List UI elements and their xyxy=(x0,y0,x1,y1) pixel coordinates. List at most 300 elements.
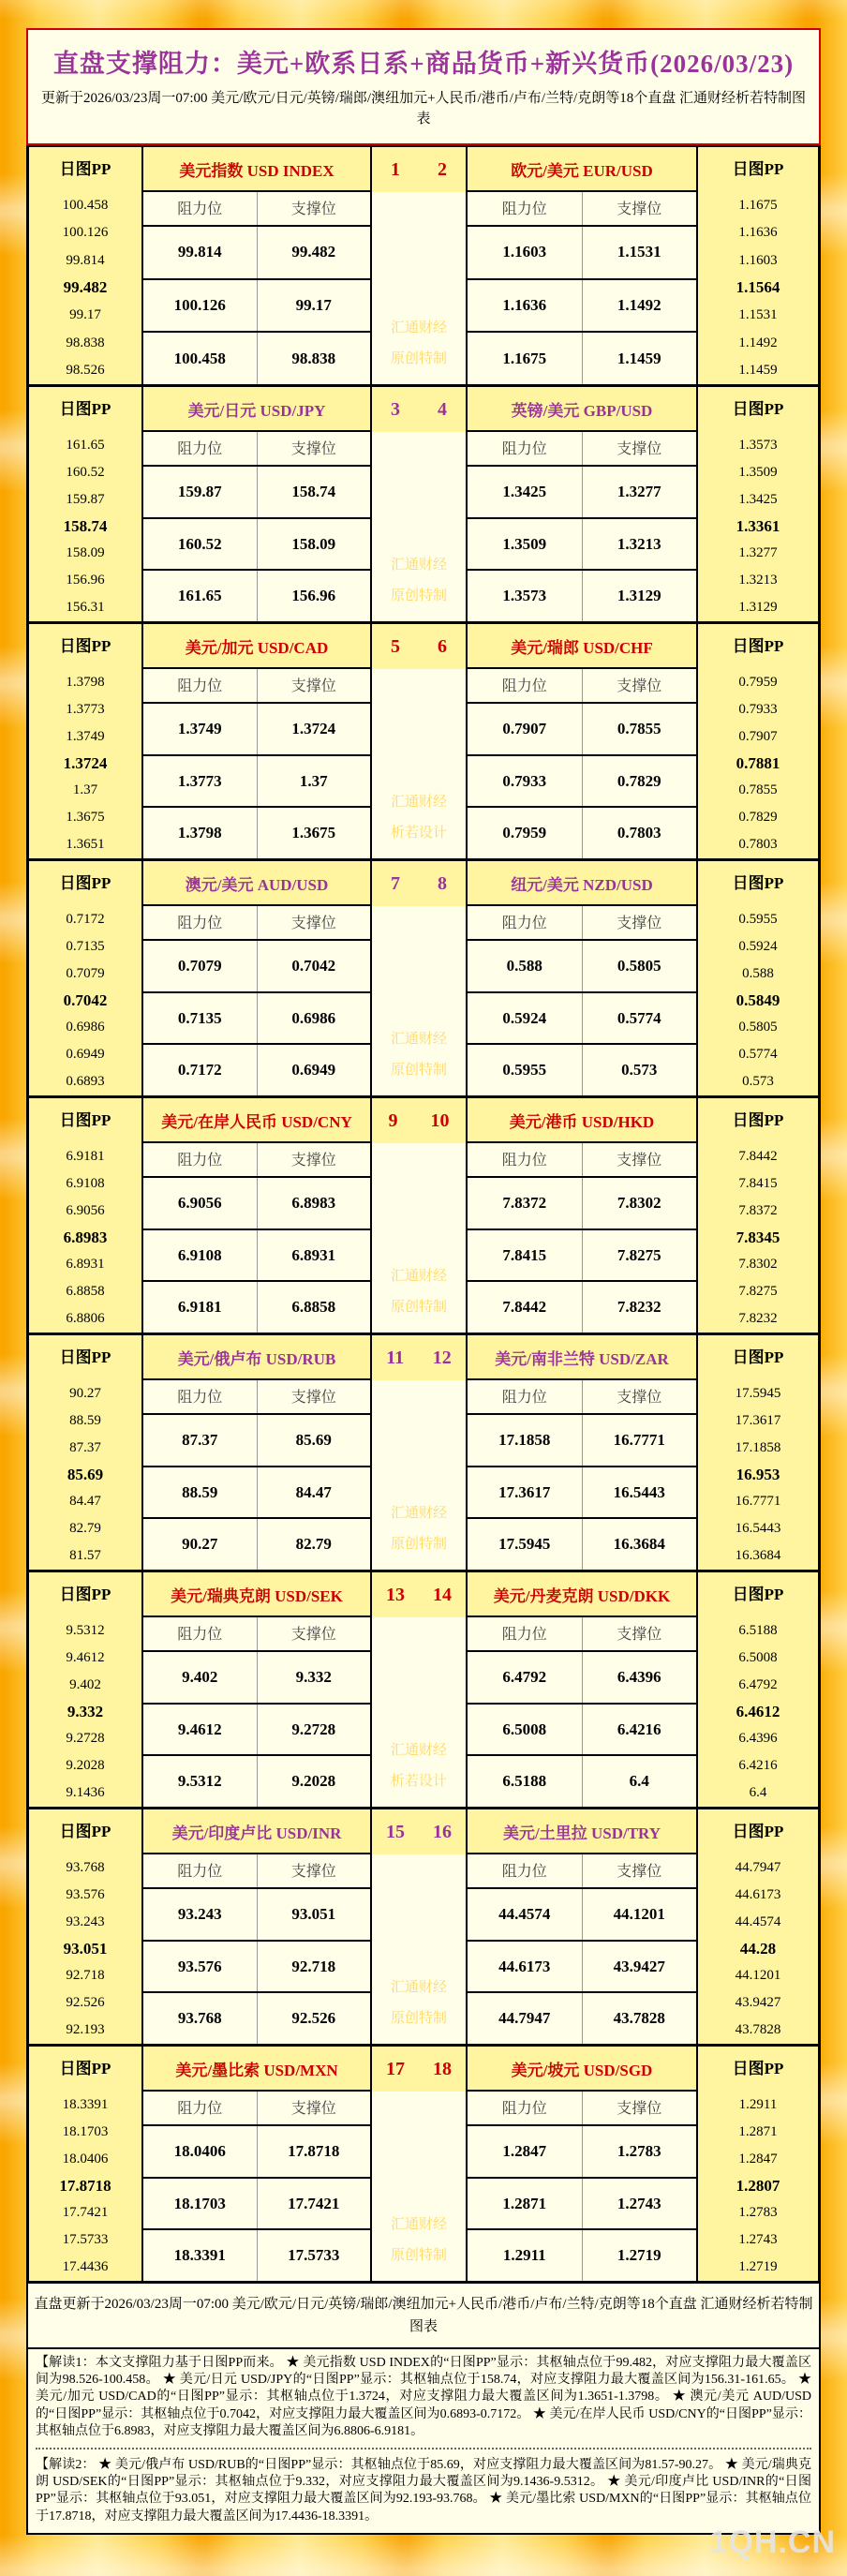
pp-value: 1.2719 xyxy=(738,2259,778,2275)
pp-value: 0.5805 xyxy=(738,1020,778,1035)
pp-value: 7.8232 xyxy=(738,1311,778,1327)
pp-value: 9.2028 xyxy=(66,1758,105,1774)
level-row xyxy=(143,1415,370,1467)
support-value: 1.2783 xyxy=(617,2141,661,2160)
pp-value: 99.814 xyxy=(66,252,105,268)
support-value: 0.7829 xyxy=(617,771,661,790)
pp-header-label: 日图PP xyxy=(59,1586,111,1603)
brand-watermark-line1: 汇通财经 xyxy=(390,1743,447,1758)
pp-value: 9.402 xyxy=(69,1676,101,1692)
support-value: 1.2743 xyxy=(617,2194,661,2212)
pair-index-numbers xyxy=(372,147,466,192)
pp-value: 93.768 xyxy=(66,1859,105,1875)
pair-index-numbers xyxy=(372,387,466,432)
pp-header-label: 日图PP xyxy=(732,1348,784,1366)
support-label: 支撑位 xyxy=(617,1153,662,1169)
support-value: 16.5443 xyxy=(613,1482,665,1501)
resistance-value: 18.0406 xyxy=(143,2126,258,2177)
pp-pivot-value: 16.953 xyxy=(736,1466,780,1483)
pp-value: 100.126 xyxy=(62,225,109,241)
level-row xyxy=(468,1178,696,1230)
pair-index-right: 12 xyxy=(432,1347,452,1368)
brand-watermark xyxy=(372,1973,466,2034)
brand-watermark xyxy=(372,1261,466,1323)
resistance-value: 1.1603 xyxy=(468,227,583,278)
resistance-value: 1.3798 xyxy=(143,808,258,858)
pp-value: 43.9427 xyxy=(735,1995,781,2011)
pp-value: 0.7135 xyxy=(66,938,105,954)
resistance-label: 阻力位 xyxy=(143,669,258,702)
support-value: 0.6986 xyxy=(291,1008,336,1027)
pair-title: 美元/南非兰特 USD/ZAR xyxy=(468,1335,696,1380)
pp-value: 18.0406 xyxy=(62,2151,109,2167)
pair-table-left xyxy=(143,1572,370,1807)
support-label: 支撑位 xyxy=(617,441,662,457)
level-row xyxy=(468,467,696,519)
pp-header-label: 日图PP xyxy=(59,400,111,418)
pp-value: 6.5008 xyxy=(738,1649,778,1665)
notes-section xyxy=(26,2349,821,2535)
pair-table-left xyxy=(143,2047,370,2281)
level-row xyxy=(143,1942,370,1994)
pair-table-right xyxy=(468,147,696,384)
resistance-label: 阻力位 xyxy=(143,906,258,939)
brand-watermark xyxy=(372,313,466,375)
pp-value: 0.7907 xyxy=(738,728,778,744)
pp-header-label: 日图PP xyxy=(59,1823,111,1840)
pair-index-left: 13 xyxy=(386,1584,405,1605)
pp-value: 1.3573 xyxy=(738,437,778,453)
pp-value: 1.1492 xyxy=(738,335,778,350)
level-row xyxy=(143,227,370,280)
support-value: 0.6949 xyxy=(291,1061,336,1080)
support-value: 6.4 xyxy=(629,1772,649,1791)
resistance-value: 9.5312 xyxy=(143,1756,258,1807)
resistance-support-header xyxy=(468,1380,696,1415)
level-row xyxy=(468,2126,696,2179)
resistance-value: 90.27 xyxy=(143,1519,258,1570)
support-value: 158.09 xyxy=(291,534,336,553)
support-value: 92.526 xyxy=(291,2009,336,2028)
pair-block xyxy=(29,621,818,858)
support-label: 支撑位 xyxy=(290,441,336,457)
resistance-value: 17.3617 xyxy=(468,1467,583,1518)
pp-header-label: 日图PP xyxy=(732,400,784,418)
pp-value: 90.27 xyxy=(69,1385,101,1401)
support-value: 17.5733 xyxy=(288,2246,340,2265)
level-row xyxy=(143,704,370,756)
resistance-support-header xyxy=(468,2092,696,2126)
pp-pivot-value: 93.051 xyxy=(63,1940,108,1958)
pp-value: 100.458 xyxy=(62,198,109,214)
level-row xyxy=(143,756,370,809)
brand-watermark-line1: 汇通财经 xyxy=(390,795,447,810)
pp-value: 156.31 xyxy=(66,600,105,616)
pp-value: 1.1603 xyxy=(738,252,778,268)
level-row xyxy=(468,1045,696,1095)
pair-table-left xyxy=(143,624,370,858)
pp-value: 0.7172 xyxy=(66,911,105,927)
resistance-support-header xyxy=(143,1380,370,1415)
pp-pivot-value: 7.8345 xyxy=(736,1228,780,1246)
support-label: 支撑位 xyxy=(290,916,336,931)
level-row xyxy=(468,1652,696,1705)
brand-watermark-line1: 汇通财经 xyxy=(390,1506,447,1521)
pair-index-right: 10 xyxy=(430,1109,450,1131)
support-value: 17.7421 xyxy=(288,2194,340,2212)
level-row xyxy=(468,1889,696,1942)
brand-watermark-line1: 汇通财经 xyxy=(390,2217,447,2232)
pair-index-right: 6 xyxy=(438,635,447,657)
pp-value: 1.2911 xyxy=(738,2096,778,2112)
brand-watermark-line2: 原创特制 xyxy=(390,2248,447,2263)
pp-value: 99.17 xyxy=(69,307,101,323)
pp-value: 0.7855 xyxy=(738,782,778,798)
resistance-value: 88.59 xyxy=(143,1467,258,1518)
support-value: 93.051 xyxy=(291,1904,336,1923)
pp-value: 44.4574 xyxy=(735,1913,781,1929)
pairs-table xyxy=(26,145,821,2284)
pp-value: 92.193 xyxy=(66,2022,105,2038)
pp-header-label: 日图PP xyxy=(59,160,111,178)
brand-watermark-line2: 析若设计 xyxy=(390,1774,447,1789)
pair-title: 美元/瑞郎 USD/CHF xyxy=(468,624,696,669)
pair-block xyxy=(29,1807,818,2044)
support-value: 99.482 xyxy=(291,243,336,261)
pair-title: 美元/瑞典克朗 USD/SEK xyxy=(143,1572,370,1617)
pair-title: 美元/印度卢比 USD/INR xyxy=(143,1809,370,1854)
pp-value: 9.5312 xyxy=(66,1622,105,1638)
resistance-value: 6.9056 xyxy=(143,1178,258,1228)
support-value: 44.1201 xyxy=(613,1904,665,1923)
brand-watermark-line1: 汇通财经 xyxy=(390,1980,447,1995)
pp-header-label: 日图PP xyxy=(732,2060,784,2077)
resistance-value: 17.5945 xyxy=(468,1519,583,1570)
pair-index-left: 5 xyxy=(391,635,400,657)
brand-watermark xyxy=(372,2210,466,2271)
resistance-value: 93.768 xyxy=(143,1993,258,2044)
pp-pivot-value: 17.8718 xyxy=(59,2177,111,2195)
pp-pivot-value: 0.5849 xyxy=(736,991,780,1009)
pp-value: 1.2783 xyxy=(738,2205,778,2221)
pair-index-left: 1 xyxy=(391,158,400,180)
pair-block xyxy=(29,858,818,1095)
resistance-label: 阻力位 xyxy=(143,192,258,225)
level-row xyxy=(468,1756,696,1807)
pp-value: 43.7828 xyxy=(735,2022,781,2038)
resistance-value: 161.65 xyxy=(143,571,258,621)
pp-pivot-value: 85.69 xyxy=(67,1466,104,1483)
level-row xyxy=(468,2230,696,2281)
resistance-value: 1.3425 xyxy=(468,467,583,517)
support-value: 82.79 xyxy=(295,1535,332,1554)
resistance-value: 160.52 xyxy=(143,519,258,570)
pair-block xyxy=(29,1570,818,1807)
pp-header-label: 日图PP xyxy=(732,160,784,178)
resistance-support-header xyxy=(468,1617,696,1652)
support-value: 1.2719 xyxy=(617,2246,661,2265)
pp-value: 1.3509 xyxy=(738,464,778,480)
support-label: 支撑位 xyxy=(617,201,662,217)
pp-column-right xyxy=(696,387,818,621)
header xyxy=(26,28,821,145)
resistance-support-header xyxy=(143,669,370,704)
pp-header-label: 日图PP xyxy=(59,874,111,892)
pair-index-right: 18 xyxy=(433,2058,452,2079)
resistance-value: 1.2871 xyxy=(468,2179,583,2229)
pp-value: 1.2847 xyxy=(738,2151,778,2167)
pp-value: 7.8275 xyxy=(738,1284,778,1300)
pair-table-left xyxy=(143,147,370,384)
pair-table-right xyxy=(468,1335,696,1570)
pp-value: 44.7947 xyxy=(735,1859,781,1875)
pp-column-left xyxy=(29,861,143,1095)
support-value: 0.5805 xyxy=(617,956,661,975)
pp-pivot-value: 6.8983 xyxy=(63,1228,108,1246)
resistance-value: 1.1675 xyxy=(468,333,583,384)
pp-value: 1.1636 xyxy=(738,225,778,241)
index-column xyxy=(370,2047,468,2281)
resistance-value: 7.8372 xyxy=(468,1178,583,1228)
level-row xyxy=(143,2126,370,2179)
pp-pivot-value: 6.4612 xyxy=(736,1703,780,1720)
support-value: 1.3724 xyxy=(291,719,336,737)
resistance-support-header xyxy=(468,192,696,227)
pair-index-numbers xyxy=(372,1809,466,1854)
resistance-label: 阻力位 xyxy=(468,1380,583,1413)
support-value: 17.8718 xyxy=(288,2141,340,2160)
support-value: 98.838 xyxy=(291,349,336,367)
pp-value: 1.3773 xyxy=(66,701,105,717)
pair-index-right: 16 xyxy=(433,1821,452,1842)
level-row xyxy=(143,1467,370,1520)
pp-column-right xyxy=(696,624,818,858)
level-row xyxy=(143,1178,370,1230)
support-label: 支撑位 xyxy=(290,1390,336,1406)
resistance-value: 18.1703 xyxy=(143,2179,258,2229)
support-value: 0.7803 xyxy=(617,824,661,842)
support-value: 0.7855 xyxy=(617,719,661,737)
pair-title: 英镑/美元 GBP/USD xyxy=(468,387,696,432)
resistance-value: 1.3773 xyxy=(143,756,258,807)
support-value: 92.718 xyxy=(291,1957,336,1975)
level-row xyxy=(468,1705,696,1757)
brand-watermark-line2: 原创特制 xyxy=(390,1537,447,1552)
pp-value: 0.7959 xyxy=(738,674,778,690)
resistance-value: 0.7907 xyxy=(468,704,583,754)
pair-index-numbers xyxy=(372,861,466,906)
pp-value: 1.3798 xyxy=(66,674,105,690)
brand-watermark-line1: 汇通财经 xyxy=(390,320,447,335)
pp-value: 18.1703 xyxy=(62,2123,109,2139)
pp-value: 98.838 xyxy=(66,335,105,350)
level-row xyxy=(143,519,370,572)
pp-value: 9.1436 xyxy=(66,1785,105,1801)
pp-value: 6.4 xyxy=(749,1785,767,1801)
pair-index-right: 14 xyxy=(433,1584,452,1605)
level-row xyxy=(143,280,370,334)
pp-column-left xyxy=(29,387,143,621)
support-label: 支撑位 xyxy=(617,1864,662,1880)
pair-index-right: 8 xyxy=(438,872,447,894)
pp-value: 1.2871 xyxy=(738,2123,778,2139)
pp-value: 18.3391 xyxy=(62,2096,109,2112)
pair-block xyxy=(29,1333,818,1570)
pp-value: 92.718 xyxy=(66,1968,105,1984)
pair-title: 欧元/美元 EUR/USD xyxy=(468,147,696,192)
support-value: 0.5774 xyxy=(617,1008,661,1027)
pair-table-right xyxy=(468,387,696,621)
support-value: 1.3277 xyxy=(617,482,661,500)
pair-index-numbers xyxy=(372,1335,466,1380)
level-row xyxy=(468,993,696,1046)
support-value: 16.7771 xyxy=(613,1430,665,1449)
resistance-value: 0.588 xyxy=(468,941,583,991)
level-row xyxy=(143,1282,370,1333)
pp-value: 158.09 xyxy=(66,545,105,561)
level-row xyxy=(468,1415,696,1467)
resistance-label: 阻力位 xyxy=(468,1143,583,1176)
support-value: 7.8275 xyxy=(617,1245,661,1264)
brand-watermark-line2: 原创特制 xyxy=(390,1063,447,1078)
support-value: 1.1459 xyxy=(617,349,661,367)
support-value: 6.8858 xyxy=(291,1298,336,1317)
pair-title: 美元/港币 USD/HKD xyxy=(468,1098,696,1143)
support-value: 84.47 xyxy=(295,1482,332,1501)
pp-column-left xyxy=(29,624,143,858)
resistance-label: 阻力位 xyxy=(143,1380,258,1413)
level-row xyxy=(468,941,696,993)
support-label: 支撑位 xyxy=(290,201,336,217)
level-row xyxy=(143,1993,370,2044)
level-row xyxy=(468,756,696,809)
resistance-support-header xyxy=(143,2092,370,2126)
pair-table-right xyxy=(468,2047,696,2281)
pp-value: 17.5733 xyxy=(62,2232,109,2248)
resistance-value: 93.243 xyxy=(143,1889,258,1940)
resistance-value: 1.1636 xyxy=(468,280,583,332)
support-label: 支撑位 xyxy=(290,2101,336,2117)
resistance-value: 44.4574 xyxy=(468,1889,583,1940)
brand-watermark xyxy=(372,787,466,849)
level-row xyxy=(143,1756,370,1807)
brand-watermark-line1: 汇通财经 xyxy=(390,558,447,573)
pair-title: 美元/丹麦克朗 USD/DKK xyxy=(468,1572,696,1617)
pair-table-right xyxy=(468,1098,696,1333)
pp-column-left xyxy=(29,1809,143,2044)
pair-index-numbers xyxy=(372,1098,466,1143)
resistance-label: 阻力位 xyxy=(468,432,583,465)
pp-column-left xyxy=(29,2047,143,2281)
pp-value: 6.9056 xyxy=(66,1202,105,1218)
pp-pivot-value: 1.3361 xyxy=(736,517,780,535)
pp-value: 6.5188 xyxy=(738,1622,778,1638)
support-value: 9.2028 xyxy=(291,1772,336,1791)
pair-index-left: 17 xyxy=(386,2058,405,2079)
pair-title: 美元/墨比索 USD/MXN xyxy=(143,2047,370,2092)
pp-value: 156.96 xyxy=(66,573,105,588)
pair-table-left xyxy=(143,1098,370,1333)
resistance-support-header xyxy=(468,1854,696,1889)
page-title: 直盘支撑阻力：美元+欧系日系+商品货币+新兴货币(2026/03/23) xyxy=(52,50,795,79)
pp-header-label: 日图PP xyxy=(732,1823,784,1840)
pp-value: 1.3675 xyxy=(66,810,105,826)
support-label: 支撑位 xyxy=(290,1627,336,1643)
level-row xyxy=(143,808,370,858)
pp-value: 6.4792 xyxy=(738,1676,778,1692)
resistance-label: 阻力位 xyxy=(143,1854,258,1887)
resistance-label: 阻力位 xyxy=(468,906,583,939)
pp-header-label: 日图PP xyxy=(59,1348,111,1366)
resistance-value: 6.5188 xyxy=(468,1756,583,1807)
pair-title: 美元/坡元 USD/SGD xyxy=(468,2047,696,2092)
pp-value: 93.243 xyxy=(66,1913,105,1929)
pp-column-right xyxy=(696,1809,818,2044)
pp-value: 44.1201 xyxy=(735,1968,781,1984)
pp-value: 160.52 xyxy=(66,464,105,480)
resistance-label: 阻力位 xyxy=(468,1617,583,1650)
pair-index-numbers xyxy=(372,2047,466,2092)
level-row xyxy=(468,1942,696,1994)
support-value: 6.4216 xyxy=(617,1720,661,1738)
pp-value: 0.6949 xyxy=(66,1047,105,1063)
brand-watermark xyxy=(372,550,466,612)
pair-index-right: 2 xyxy=(438,158,447,180)
index-column xyxy=(370,1572,468,1807)
brand-watermark-line2: 原创特制 xyxy=(390,1300,447,1315)
resistance-value: 0.7135 xyxy=(143,993,258,1044)
pair-table-left xyxy=(143,387,370,621)
pp-value: 0.7079 xyxy=(66,965,105,981)
pp-value: 0.5924 xyxy=(738,938,778,954)
index-column xyxy=(370,1809,468,2044)
support-value: 99.17 xyxy=(295,296,332,314)
level-row xyxy=(468,280,696,334)
content-panel xyxy=(26,28,821,2535)
resistance-label: 阻力位 xyxy=(468,1854,583,1887)
note-1: 【解读1：本文支撑阻力基于日图PP而来。 ★ 美元指数 USD INDEX的“日图PP”显示：其枢轴点位于99.482，对应支撑阻力最大覆盖区间为98.526-100.458。 ★ 美元/日元 USD/JPY的“日图PP”显示：其枢轴点位于158.74，对应支撑阻力最大覆盖区间为156.31-161.65。 ★ 美元/加元 USD/CAD的“日图PP”显示：其枢轴点位于1.3724，对应支撑阻力最大覆盖区间为1.3651-1.3798。 ★ 澳元/美元 AUD/USD的“日图PP”显示：其枢轴点位于0.7042，对应支撑阻力最大覆盖区间为0.6893-0.7172。 ★ 美元/在岸人民币 USD/CNY的“日图PP”显示：其枢轴点位于6.8983，对应支撑阻力最大覆盖区间为6.8806-6.9181。 xyxy=(36,2355,811,2449)
resistance-value: 1.3573 xyxy=(468,571,583,621)
support-value: 6.8931 xyxy=(291,1245,336,1264)
pair-title: 美元/俄卢布 USD/RUB xyxy=(143,1335,370,1380)
pair-table-right xyxy=(468,861,696,1095)
support-value: 156.96 xyxy=(291,587,336,605)
pp-value: 159.87 xyxy=(66,491,105,507)
resistance-support-header xyxy=(143,192,370,227)
pair-table-left xyxy=(143,861,370,1095)
pp-value: 6.8806 xyxy=(66,1311,105,1327)
level-row xyxy=(143,1230,370,1283)
support-value: 1.3675 xyxy=(291,824,336,842)
pp-value: 6.4216 xyxy=(738,1758,778,1774)
pp-header-label: 日图PP xyxy=(59,1111,111,1129)
resistance-value: 0.5955 xyxy=(468,1045,583,1095)
resistance-support-header xyxy=(468,669,696,704)
pair-title: 澳元/美元 AUD/USD xyxy=(143,861,370,906)
level-row xyxy=(143,2230,370,2281)
support-value: 1.1531 xyxy=(617,243,661,261)
level-row xyxy=(468,1519,696,1570)
brand-watermark-line2: 原创特制 xyxy=(390,2011,447,2026)
pp-value: 1.2743 xyxy=(738,2232,778,2248)
support-value: 0.573 xyxy=(621,1061,658,1080)
brand-watermark xyxy=(372,1024,466,1086)
pp-pivot-value: 1.2807 xyxy=(736,2177,780,2195)
resistance-support-header xyxy=(143,906,370,941)
resistance-value: 93.576 xyxy=(143,1942,258,1992)
level-row xyxy=(468,333,696,384)
pp-value: 1.1459 xyxy=(738,362,778,378)
